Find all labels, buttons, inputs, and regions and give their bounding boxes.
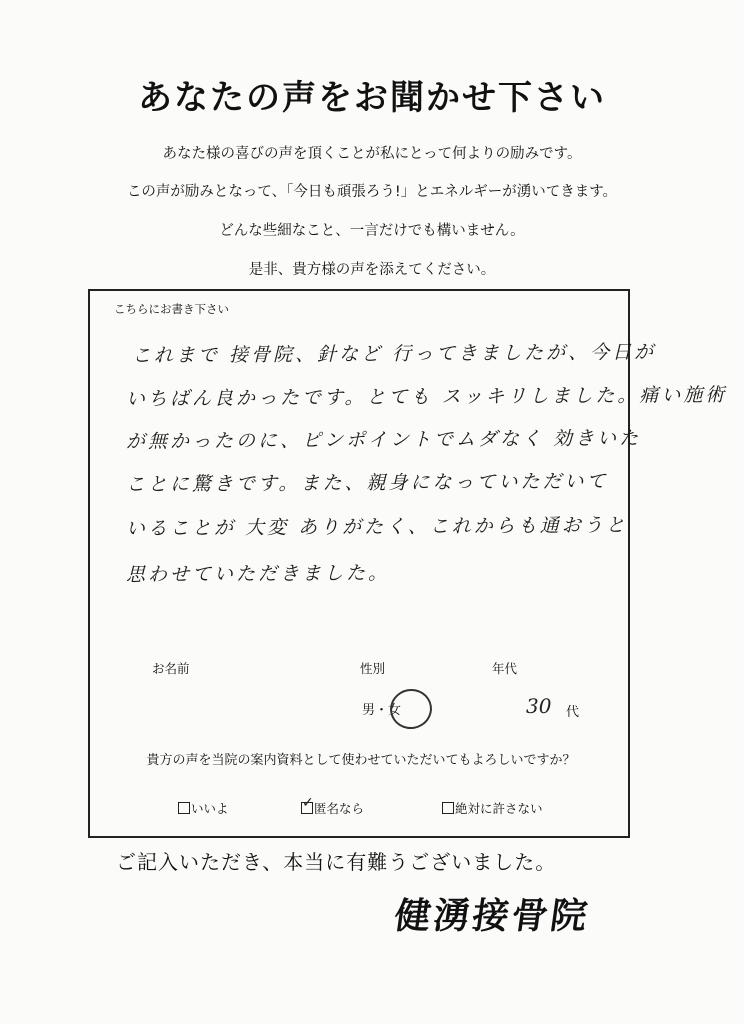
consent-option-ok[interactable] [178,799,229,817]
comment-form [88,289,728,838]
intro-line: どんな些細なこと、一言だけでも構いません。 [219,223,525,239]
age-value[interactable]: 30 [526,694,552,718]
consent-question: 貴方の声を当院の案内資料として使わせていただいてもよろしいですか？ [146,753,576,768]
gender-options[interactable]: 男・女 [362,703,402,718]
handwritten-line: いることが 大変 ありがたく、これからも通おうと [125,514,628,540]
page-title: あなたの声をお聞かせ下さい [138,78,606,118]
gender-selected-circle [387,686,435,733]
checkbox-checked[interactable] [301,795,314,814]
option-label: 絶対に許さない [455,801,543,816]
handwritten-line: これまで 接骨院、針など 行ってきましたが、今日が [131,341,657,367]
consent-option-anonymous[interactable] [301,795,365,817]
checkbox[interactable] [178,802,190,814]
handwritten-line: ことに驚きです。また、親身になっていただいて [125,470,609,496]
age-label: 年代 [492,661,518,676]
age-unit: 代 [566,705,580,720]
prompt-label: こちらにお書き下さい [114,302,229,316]
check-icon: ✓ [302,795,314,811]
intro-line: 是非、貴方様の声を添えてください。 [248,262,496,278]
option-label: 匿名なら [314,801,365,816]
option-label: いいよ [191,801,229,816]
intro-line: この声が励みとなって、「今日も頑張ろう!」とエネルギーが湧いてきます。 [126,184,618,200]
thanks-message: ご記入いただき、本当に有難うございました。 [116,850,557,874]
handwritten-line: が無かったのに、ピンポイントでムダなく 効きいた [125,427,642,453]
clinic-logo: 健湧接骨院 [391,895,593,937]
handwritten-line: 思わせていただきました。 [125,562,391,586]
checkbox[interactable] [442,802,454,814]
name-label: お名前 [152,661,190,676]
gender-label: 性別 [360,661,386,676]
consent-option-never[interactable] [442,799,543,817]
intro-line: あなた様の喜びの声を頂くことが私にとって何よりの励みです。 [162,146,582,162]
handwritten-line: いちばん良かったです。とても スッキリしました。痛い施術 [125,383,728,411]
name-field[interactable] [152,686,322,708]
